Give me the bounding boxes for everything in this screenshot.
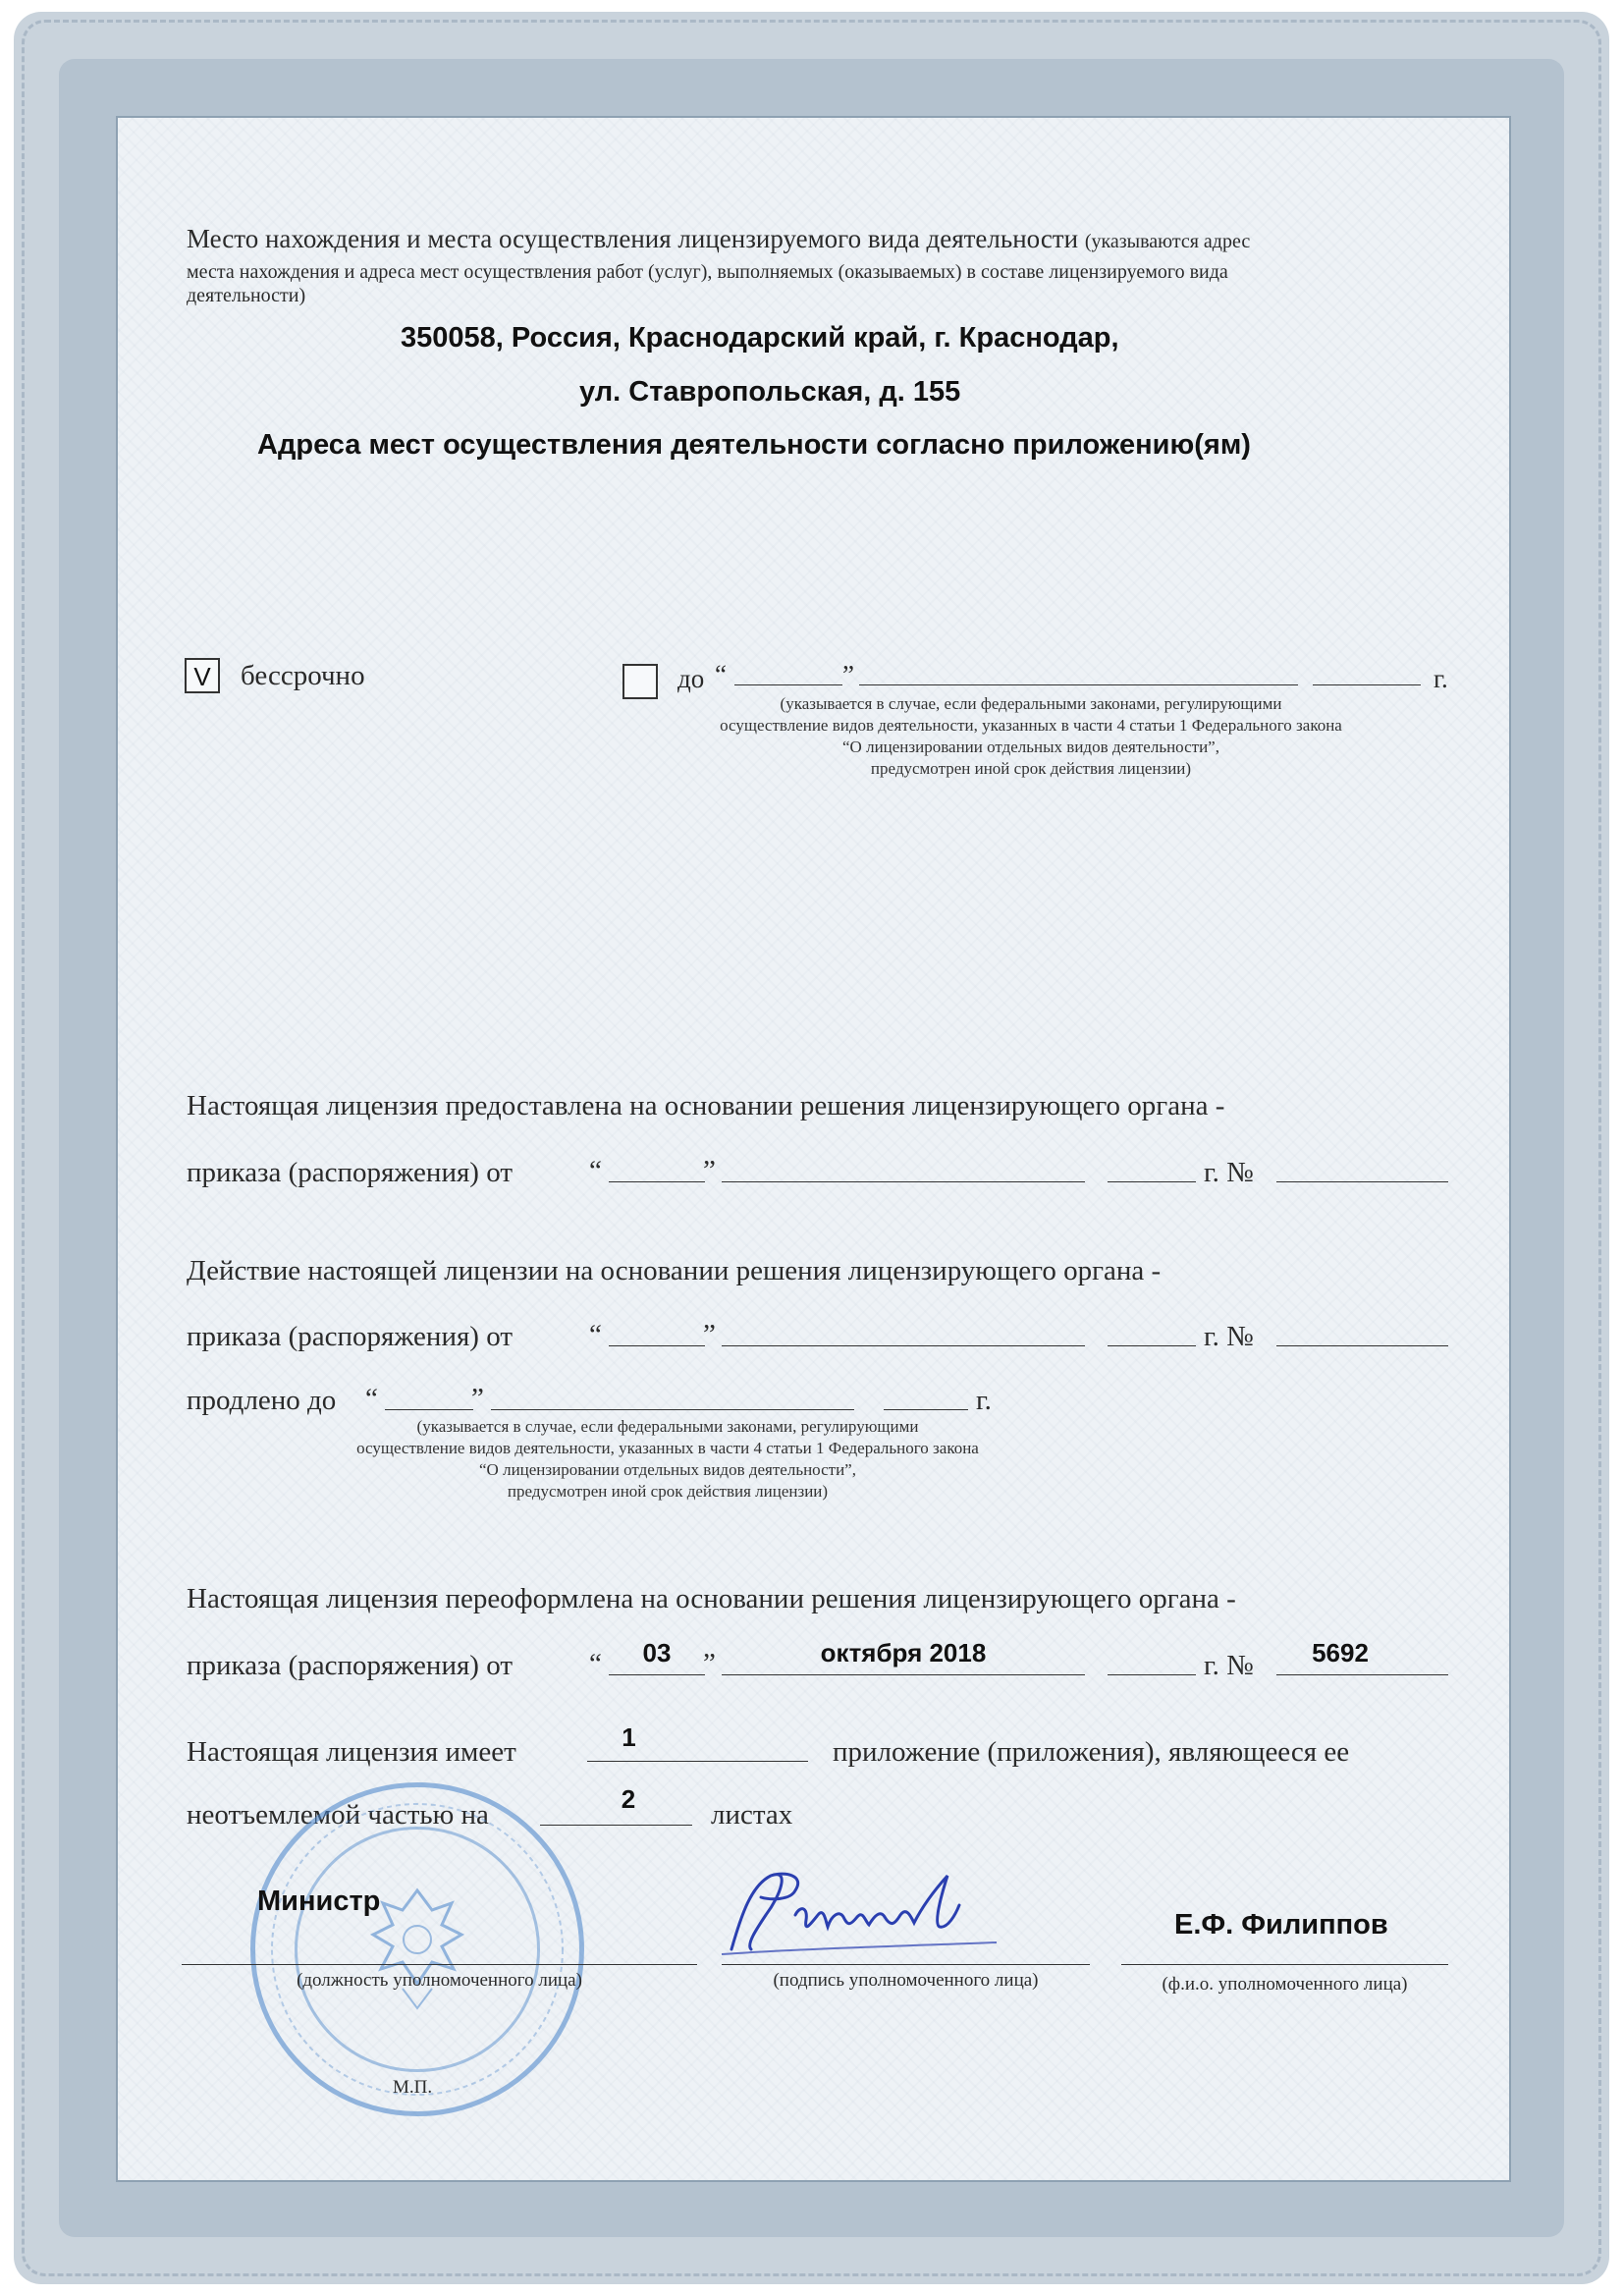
- signatory-name: Е.Ф. Филиппов: [1174, 1909, 1388, 1941]
- reissued-year-line: [1108, 1674, 1196, 1675]
- location-heading: Место нахождения и места осуществления лицензируемого вида деятельности: [187, 224, 1079, 253]
- extended-day-line: [609, 1345, 705, 1346]
- appendix-sheets: 2: [621, 1784, 636, 1814]
- appendix-sheets-label: листах: [711, 1799, 793, 1831]
- reissued-month-year: октября 2018: [820, 1638, 987, 1667]
- prolonged-year-suffix: г.: [976, 1385, 992, 1416]
- extended-year-suffix: г. №: [1204, 1321, 1254, 1352]
- extended-note: [245, 1416, 1090, 1503]
- signature-line: [722, 1964, 1090, 1965]
- term-note-line: предусмотрен иной срок действия лицензии): [870, 759, 1192, 778]
- extended-quote-close: ”: [703, 1319, 716, 1350]
- granted-quote-close: ”: [703, 1155, 716, 1186]
- extended-year-line: [1108, 1345, 1196, 1346]
- until-day-line: [734, 684, 842, 685]
- appendix-count: 1: [622, 1722, 636, 1752]
- address-line-1: 350058, Россия, Краснодарский край, г. Краснодар,: [401, 322, 1119, 354]
- extended-note-line: осуществление видов деятельности, указанных в части 4 статьи 1 Федерального закона: [356, 1439, 979, 1457]
- prolonged-label: продлено до: [187, 1385, 337, 1416]
- extended-number-line: [1276, 1345, 1448, 1346]
- reissued-month-line: [722, 1674, 1085, 1675]
- term-note: [628, 693, 1434, 780]
- prolonged-year-line: [884, 1409, 968, 1410]
- extended-quote-open: “: [589, 1319, 602, 1350]
- extended-order-label: приказа (распоряжения) от: [187, 1321, 513, 1352]
- address-line-2: ул. Ставропольская, д. 155: [579, 376, 961, 408]
- until-quote-open: “: [715, 660, 727, 689]
- term-note-line: (указывается в случае, если федеральными законами, регулирующими: [780, 694, 1282, 713]
- extended-month-line: [722, 1345, 1085, 1346]
- until-year-line: [1313, 684, 1421, 685]
- stamp-place-label: М.П.: [393, 2077, 433, 2098]
- granted-year-line: [1108, 1181, 1196, 1182]
- name-line: [1121, 1964, 1448, 1965]
- indefinite-label: бессрочно: [241, 660, 365, 691]
- appendix-has-label: Настоящая лицензия имеет: [187, 1736, 516, 1768]
- official-seal: [250, 1782, 584, 2116]
- location-note-line3: деятельности): [187, 285, 306, 306]
- location-note: (указываются адрес: [1084, 231, 1251, 252]
- extended-line: Действие настоящей лицензии на основании решения лицензирующего органа -: [187, 1255, 1162, 1286]
- reissued-number: 5692: [1312, 1638, 1369, 1667]
- address-line-3: Адреса мест осуществления деятельности согласно приложению(ям): [257, 429, 1251, 461]
- extended-note-line: “О лицензировании отдельных видов деятельности”,: [479, 1460, 856, 1479]
- prolonged-quote-close: ”: [471, 1383, 484, 1414]
- until-quote-close: ”: [842, 660, 854, 689]
- position-line: [182, 1964, 697, 1965]
- location-heading-row: [187, 224, 1453, 254]
- extended-note-line: (указывается в случае, если федеральными законами, регулирующими: [416, 1417, 919, 1436]
- name-caption: (ф.и.о. уполномоченного лица): [1162, 1974, 1408, 1995]
- appendix-count-line: [587, 1761, 808, 1762]
- position-caption: (должность уполномоченного лица): [297, 1970, 582, 1991]
- appendix-part-label: неотъемлемой частью на: [187, 1799, 489, 1831]
- granted-quote-open: “: [589, 1155, 602, 1186]
- seal-emblem-icon: [255, 1787, 579, 2111]
- prolonged-month-line: [491, 1409, 854, 1410]
- prolonged-quote-open: “: [365, 1383, 378, 1414]
- term-note-line: “О лицензировании отдельных видов деятельности”,: [842, 738, 1219, 756]
- extended-note-line: предусмотрен иной срок действия лицензии): [507, 1482, 829, 1501]
- reissued-line: Настоящая лицензия переоформлена на основании решения лицензирующего органа -: [187, 1583, 1236, 1614]
- signature-caption: (подпись уполномоченного лица): [773, 1970, 1039, 1991]
- until-month-line: [859, 684, 1298, 685]
- granted-year-suffix: г. №: [1204, 1157, 1254, 1188]
- granted-day-line: [609, 1181, 705, 1182]
- prolonged-day-line: [385, 1409, 473, 1410]
- granted-order-label: приказа (распоряжения) от: [187, 1157, 513, 1188]
- reissued-year-suffix: г. №: [1204, 1650, 1254, 1681]
- until-label: до: [677, 664, 705, 693]
- location-note-line2: места нахождения и адреса мест осуществления работ (услуг), выполняемых (оказываемых) в составе лицензируемого вида: [187, 261, 1228, 283]
- term-note-line: осуществление видов деятельности, указанных в части 4 статьи 1 Федерального закона: [720, 716, 1342, 735]
- handwritten-signature-icon: [712, 1856, 1026, 1974]
- granted-number-line: [1276, 1181, 1448, 1182]
- reissued-day: 03: [642, 1638, 672, 1667]
- indefinite-checkbox[interactable]: V: [185, 658, 220, 693]
- granted-month-line: [722, 1181, 1085, 1182]
- reissued-quote-close: ”: [703, 1648, 716, 1679]
- granted-line: Настоящая лицензия предоставлена на основании решения лицензирующего органа -: [187, 1090, 1225, 1121]
- reissued-day-line: [609, 1674, 705, 1675]
- appendix-label: приложение (приложения), являющееся ее: [833, 1736, 1350, 1768]
- reissued-number-line: [1276, 1674, 1448, 1675]
- signatory-position: Министр: [257, 1886, 381, 1917]
- reissued-quote-open: “: [589, 1648, 602, 1679]
- reissued-order-label: приказа (распоряжения) от: [187, 1650, 513, 1681]
- until-year-suffix: г.: [1434, 664, 1448, 693]
